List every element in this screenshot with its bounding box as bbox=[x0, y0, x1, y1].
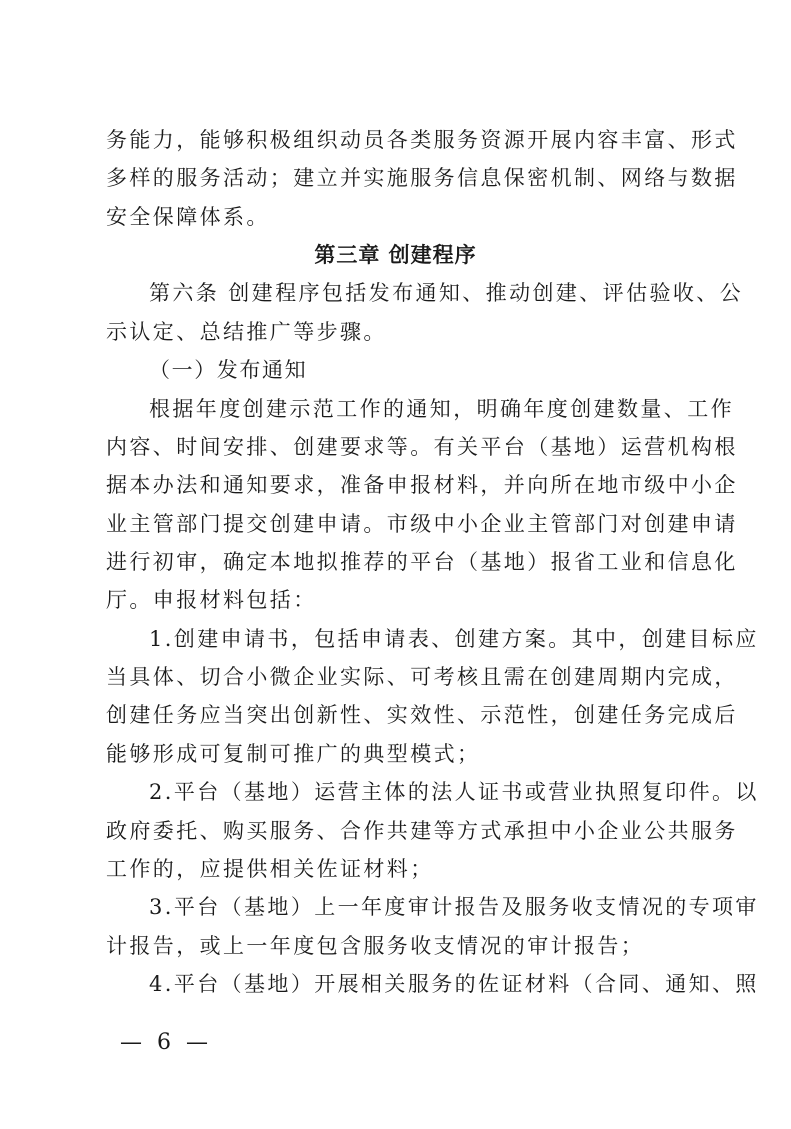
body-line: 工作的，应提供相关佐证材料； bbox=[106, 856, 434, 881]
list-item-4-first-line: 4.平台（基地）开展相关服务的佐证材料（合同、通知、照 bbox=[149, 972, 759, 996]
body-line: 安全保障体系。 bbox=[106, 204, 270, 229]
body-line: 据本办法和通知要求，准备申报材料，并向所在地市级中小企 bbox=[106, 473, 738, 498]
body-line: 创建任务应当突出创新性、实效性、示范性，创建任务完成后 bbox=[106, 703, 738, 728]
list-item-1-first-line: 1.创建申请书，包括申请表、创建方案。其中，创建目标应 bbox=[149, 626, 759, 651]
body-line: 政府委托、购买服务、合作共建等方式承担中小企业公共服务 bbox=[106, 818, 738, 843]
body-line: 能够形成可复制可推广的典型模式； bbox=[106, 741, 481, 766]
body-line: 务能力，能够积极组织动员各类服务资源开展内容丰富、形式 bbox=[106, 128, 738, 152]
body-line: 计报告，或上一年度包含服务收支情况的审计报告； bbox=[106, 933, 645, 958]
body-line: 多样的服务活动；建立并实施服务信息保密机制、网络与数据 bbox=[106, 166, 738, 191]
body-line: 进行初审，确定本地拟推荐的平台（基地）报省工业和信息化 bbox=[106, 550, 738, 574]
body-line: 内容、时间安排、创建要求等。有关平台（基地）运营机构根 bbox=[106, 434, 738, 459]
chapter-heading: 第三章 创建程序 bbox=[314, 243, 477, 268]
page-number: — 6 — bbox=[120, 1030, 212, 1055]
paragraph-first-line: 根据年度创建示范工作的通知，明确年度创建数量、工作 bbox=[149, 396, 734, 421]
list-item-2-first-line: 2.平台（基地）运营主体的法人证书或营业执照复印件。以 bbox=[149, 780, 759, 805]
article-line: 第六条 创建程序包括发布通知、推动创建、评估验收、公 bbox=[149, 281, 744, 306]
body-line: 业主管部门提交创建申请。市级中小企业主管部门对创建申请 bbox=[106, 511, 738, 536]
body-line: 示认定、总结推广等步骤。 bbox=[106, 319, 387, 344]
list-item-3-first-line: 3.平台（基地）上一年度审计报告及服务收支情况的专项审 bbox=[149, 895, 759, 920]
section-subheading: （一）发布通知 bbox=[149, 358, 308, 383]
body-line: 当具体、切合小微企业实际、可考核且需在创建周期内完成， bbox=[106, 665, 738, 690]
body-line: 厅。申报材料包括： bbox=[106, 588, 317, 613]
